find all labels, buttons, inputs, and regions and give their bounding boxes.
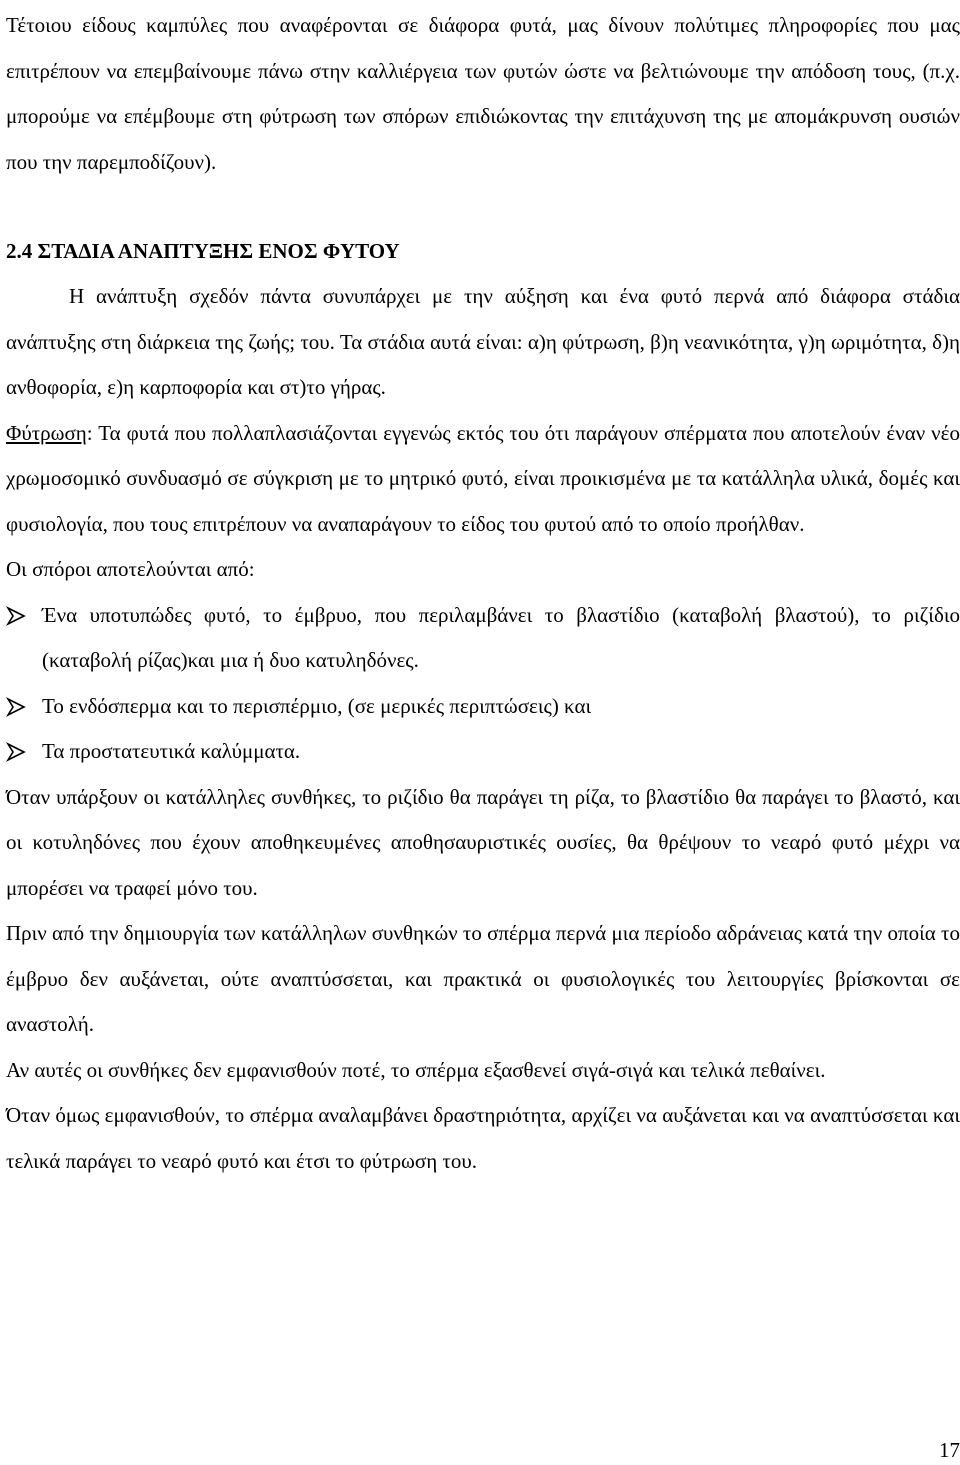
list-item-text: Τα προστατευτικά καλύμματα.	[42, 739, 301, 763]
germination-term: Φύτρωση	[6, 420, 87, 445]
weakening-paragraph: Αν αυτές οι συνθήκες δεν εμφανισθούν ποτέ, το σπέρμα εξασθενεί σιγά-σιγά και τελικά πεθαίνει.	[6, 1057, 826, 1082]
seeds-intro: Οι σπόροι αποτελούνται από:	[6, 557, 255, 581]
section-heading: 2.4 ΣΤΑΔΙΑ ΑΝΑΠΤΥΞΗΣ ΕΝΟΣ ΦΥΤΟΥ	[6, 239, 400, 263]
conditions-paragraph: Όταν υπάρξουν οι κατάλληλες συνθήκες, το ριζίδιο θα παράγει τη ρίζα, το βλαστίδιο θα παράγει το βλαστό, και οι κοτυληδόνες που έχουν αποθηκευμένες αποθησαυριστικές ουσίες, θα θρέψουν το νεαρό φυτό μέχρι να μπορέσει να τραφεί μόνο του.	[6, 784, 960, 900]
list-item	[6, 684, 960, 730]
germination-paragraph	[6, 411, 960, 548]
document-page	[6, 0, 960, 1465]
activation-paragraph: Όταν όμως εμφανισθούν, το σπέρμα αναλαμβάνει δραστηριότητα, αρχίζει να αυξάνεται και να αναπτύσσεται και τελικά παράγει το νεαρό φυτό και έτσι το φύτρωση του.	[6, 1103, 960, 1173]
arrowhead-bullet-icon	[6, 742, 26, 762]
list-item	[6, 729, 960, 775]
list-item-text: Το ενδόσπερμα και το περισπέρμιο, (σε μερικές περιπτώσεις) και	[42, 693, 592, 718]
stages-paragraph: Η ανάπτυξη σχεδόν πάντα συνυπάρχει με την αύξηση και ένα φυτό περνά από διάφορα στάδια ανάπτυξης στη διάρκεια της ζωής; του. Τα στάδια αυτά είναι: α)η φύτρωση, β)η νεανικότητα, γ)η ωριμότητα, δ)η ανθοφορία, ε)η καρποφορία και στ)το γήρας.	[6, 284, 960, 399]
intro-paragraph: Τέτοιου είδους καμπύλες που αναφέρονται σε διάφορα φυτά, μας δίνουν πολύτιμες πληροφορίες που μας επιτρέπουν να επεμβαίνουμε πάνω στην καλλιέργεια των φυτών ώστε να βελτιώνουμε την απόδοση τους, (π.χ. μπορούμε να επέμβουμε στη φύτρωση των σπόρων επιδιώκοντας την επιτάχυνση της με απομάκρυνση ουσιών που την παρεμποδίζουν).	[6, 13, 960, 174]
arrowhead-bullet-icon	[6, 697, 26, 717]
page-number: 17	[939, 1438, 960, 1462]
list-item	[6, 593, 960, 684]
seed-parts-list	[6, 593, 960, 775]
list-item-text: Ένα υποτυπώδες φυτό, το έμβρυο, που περιλαμβάνει το βλαστίδιο (καταβολή βλαστού), το ριζίδιο (καταβολή ρίζας)και μια ή δυο κατυληδόνες.	[42, 602, 960, 672]
dormancy-paragraph: Πριν από την δημιουργία των κατάλληλων συνθηκών το σπέρμα περνά μια περίοδο αδράνειας κατά την οποία το έμβρυο δεν αυξάνεται, ούτε αναπτύσσεται, και πρακτικά οι φυσιολογικές του λειτουργίες βρίσκονται σε αναστολή.	[6, 921, 960, 1036]
germination-text: : Τα φυτά που πολλαπλασιάζονται εγγενώς εκτός του ότι παράγουν σπέρματα που αποτελούν έναν νέο χρωμοσομικό συνδυασμό σε σύγκριση με το μητρικό φυτό, είναι προικισμένα με τα κατάλληλα υλικά, δομές και φυσιολογία, που τους επιτρέπουν να αναπαράγουν το είδος του φυτού από το οποίο προήλθαν.	[6, 420, 960, 536]
arrowhead-bullet-icon	[6, 606, 26, 626]
